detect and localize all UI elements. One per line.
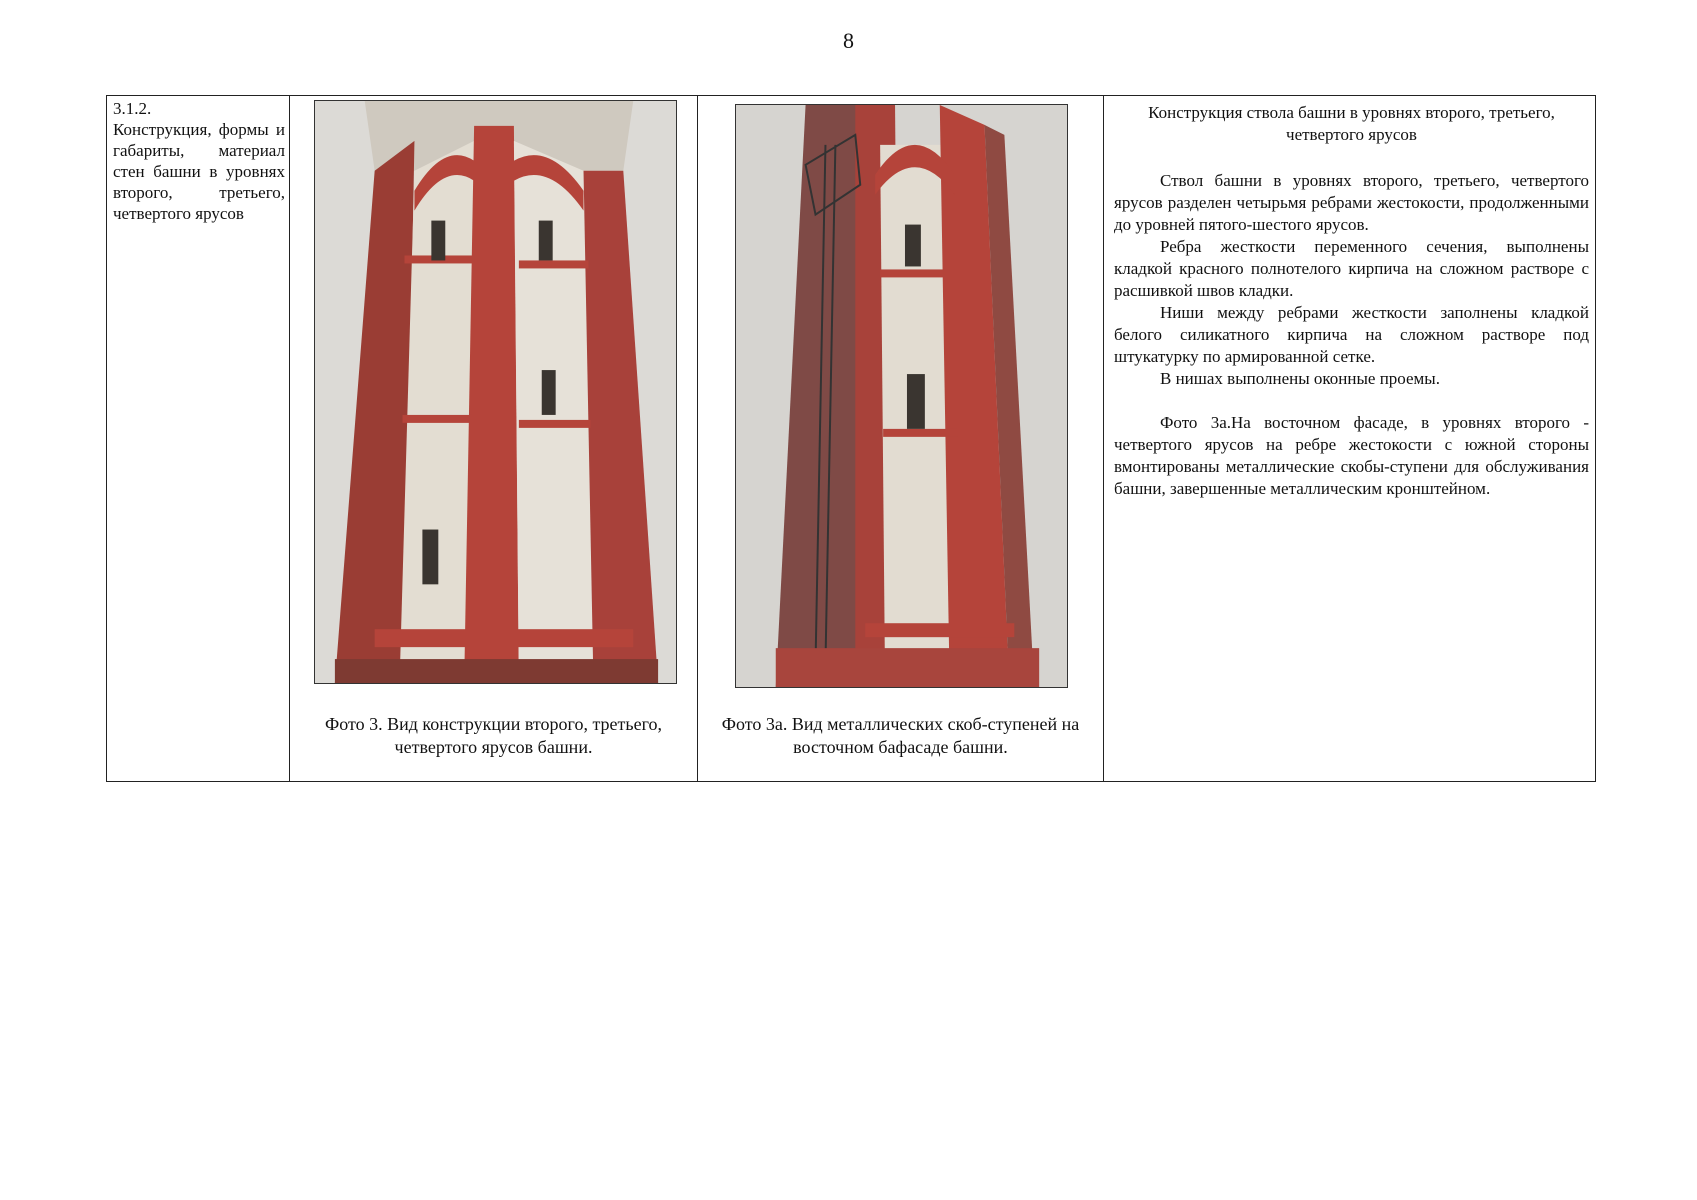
description-heading: Конструкция ствола башни в уровнях второго, третьего, четвертого ярусов	[1148, 103, 1555, 144]
section-cell	[107, 96, 290, 781]
description-paragraph: Ствол башни в уровнях второго, третьего, четвертого ярусов разделен четырьмя ребрами жестокости, продолженными до уровней пятого-шестого ярусов.	[1114, 171, 1589, 234]
photo-3-tower-tiers	[314, 100, 677, 684]
description-paragraph: В нишах выполнены оконные проемы.	[1160, 369, 1440, 388]
photo-3a-note: Фото 3а.На восточном фасаде, в уровнях второго - четвертого ярусов на ребре жестокости с южной стороны вмонтированы металлические скобы-ступени для обслуживания башни, завершенные металлическим кронштейном.	[1114, 413, 1589, 498]
description-cell	[1104, 96, 1595, 781]
page-number: 8	[843, 28, 854, 53]
photo-3a-cell	[698, 96, 1104, 781]
tower-steps-photo-illustration	[736, 105, 1067, 687]
photo-3a-caption: Фото 3а. Вид металлических скоб-ступеней на восточном бафасаде башни.	[721, 714, 1080, 757]
section-title: Конструкция, формы и габариты, материал стен башни в уровнях второго, третьего, четвертого ярусов	[113, 120, 285, 223]
photo-3-cell	[290, 96, 698, 781]
description-paragraph: Ребра жесткости переменного сечения, выполнены кладкой красного полнотелого кирпича на сложном растворе с расшивкой швов кладки.	[1114, 237, 1589, 300]
document-table	[106, 95, 1596, 782]
description-paragraph: Ниши между ребрами жесткости заполнены кладкой белого силикатного кирпича на сложном растворе под штукатурку по армированной сетке.	[1114, 303, 1589, 366]
photo-3-caption: Фото 3. Вид конструкции второго, третьего, четвертого ярусов башни.	[324, 714, 663, 757]
section-number: 3.1.2.	[113, 99, 152, 118]
tower-photo-illustration	[315, 101, 676, 683]
photo-3a-metal-steps	[735, 104, 1068, 688]
